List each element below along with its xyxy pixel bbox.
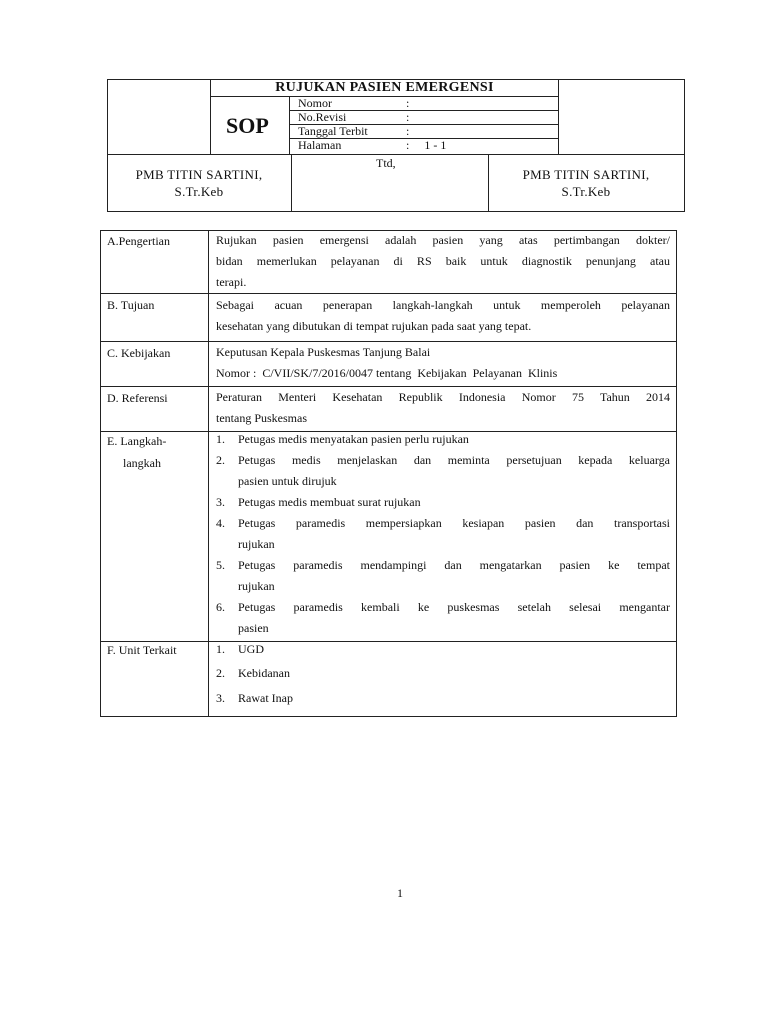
- section-referensi-label: D. Referensi: [107, 391, 168, 405]
- kebijakan-line: Nomor : C/VII/SK/7/2016/0047 tentang Kebijakan Pelayanan Klinis: [216, 366, 558, 380]
- document-title: RUJUKAN PASIEN EMERGENSI: [275, 80, 494, 95]
- list-item-number: 2.: [216, 666, 225, 680]
- list-item-text: [238, 450, 670, 492]
- field-revisi-label: No.Revisi: [298, 110, 347, 124]
- list-item-text: [238, 429, 670, 450]
- pengertian-line: bidan memerlukan pelayanan di RS baik untuk diagnostik penunjang atau: [216, 254, 670, 268]
- left-clinic-name: [107, 166, 291, 200]
- left-clinic-line1: PMB TITIN SARTINI,: [135, 167, 263, 182]
- section-tujuan-content: [216, 295, 670, 337]
- section-pengertian-content: [216, 230, 670, 293]
- left-clinic-line2: S.Tr.Keb: [174, 184, 224, 199]
- list-item-number: 6.: [216, 600, 225, 614]
- list-item-line: pasien untuk dirujuk: [238, 474, 337, 488]
- list-item-number: 5.: [216, 558, 225, 572]
- referensi-line: tentang Puskesmas: [216, 411, 307, 425]
- section-referensi-content: [216, 387, 670, 429]
- field-revisi-value: :: [406, 110, 410, 124]
- section-kebijakan-label: C. Kebijakan: [107, 346, 171, 360]
- list-item-number: 1.: [216, 432, 225, 446]
- field-halaman-label: Halaman: [298, 138, 342, 152]
- list-item-line: rujukan: [238, 537, 275, 551]
- pengertian-line: Rujukan pasien emergensi adalah pasien yang atas pertimbangan dokter/: [216, 233, 670, 247]
- list-item-text: [238, 555, 670, 597]
- referensi-line: Peraturan Menteri Kesehatan Republik Indonesia Nomor 75 Tahun 2014: [216, 390, 670, 404]
- list-item-text: Kebidanan: [238, 666, 290, 680]
- tujuan-line: kesehatan yang dibutukan di tempat rujukan pada saat yang tepat.: [216, 319, 532, 333]
- list-item-number: 4.: [216, 516, 225, 530]
- list-item-line: Petugas paramedis mendampingi dan mengatarkan pasien ke tempat: [238, 558, 670, 572]
- list-item-number: 3.: [216, 691, 225, 705]
- pengertian-line: terapi.: [216, 275, 247, 289]
- langkah-label-line2: langkah: [123, 456, 161, 470]
- sop-label: SOP: [226, 113, 269, 138]
- right-clinic-name: [488, 166, 684, 200]
- list-item-number: 2.: [216, 453, 225, 467]
- list-item-line: Petugas paramedis kembali ke puskesmas setelah selesai mengantar: [238, 600, 670, 614]
- list-item-number: 1.: [216, 642, 225, 656]
- field-tanggal-label: Tanggal Terbit: [298, 124, 368, 138]
- list-item-text: UGD: [238, 642, 264, 656]
- list-item-line: Petugas medis menyatakan pasien perlu rujukan: [238, 432, 469, 446]
- section-langkah-label: [107, 430, 207, 474]
- section-tujuan-label: B. Tujuan: [107, 298, 155, 312]
- field-tanggal-value: :: [406, 124, 410, 138]
- section-unit-label: F. Unit Terkait: [107, 643, 177, 657]
- list-item-number: 3.: [216, 495, 225, 509]
- right-clinic-line1: PMB TITIN SARTINI,: [522, 167, 650, 182]
- list-item-line: Petugas paramedis mempersiapkan kesiapan pasien dan transportasi: [238, 516, 670, 530]
- page-number: 1: [397, 886, 403, 900]
- list-item-text: [238, 492, 670, 513]
- kebijakan-line: Keputusan Kepala Puskesmas Tanjung Balai: [216, 345, 431, 359]
- list-item-line: pasien: [238, 621, 269, 635]
- field-halaman-value: : 1 - 1: [406, 138, 447, 152]
- field-nomor-value: :: [406, 96, 410, 110]
- list-item-text: Rawat Inap: [238, 691, 293, 705]
- tujuan-line: Sebagai acuan penerapan langkah-langkah untuk memperoleh pelayanan: [216, 298, 670, 312]
- right-clinic-line2: S.Tr.Keb: [561, 184, 611, 199]
- list-item-text: [238, 513, 670, 555]
- list-item-line: Petugas medis membuat surat rujukan: [238, 495, 421, 509]
- list-item-line: rujukan: [238, 579, 275, 593]
- list-item-text: [238, 597, 670, 639]
- ttd-label: Ttd,: [376, 156, 396, 170]
- langkah-label-line1: E. Langkah-: [107, 434, 167, 448]
- section-kebijakan-content: [216, 342, 670, 384]
- section-pengertian-label: A.Pengertian: [107, 234, 170, 248]
- list-item-line: Petugas medis menjelaskan dan meminta persetujuan kepada keluarga: [238, 453, 670, 467]
- field-nomor-label: Nomor: [298, 96, 332, 110]
